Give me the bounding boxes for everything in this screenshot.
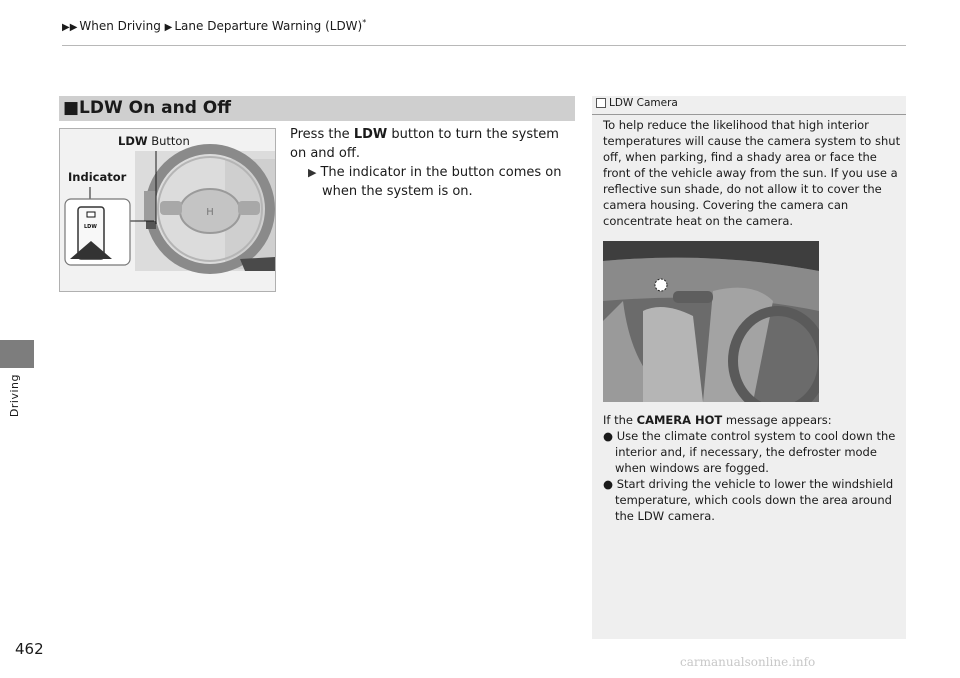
cabin-interior-drawing xyxy=(603,241,819,402)
breadcrumb-item-ldw[interactable]: Lane Departure Warning (LDW) xyxy=(174,19,363,33)
chapter-tab xyxy=(0,340,34,368)
note-title: LDW Camera xyxy=(609,97,678,109)
dashboard-illustration xyxy=(59,128,276,292)
watermark: carmanualsonline.info xyxy=(680,655,816,669)
camera-hot-instructions xyxy=(603,412,901,524)
breadcrumb-item-when-driving[interactable]: When Driving xyxy=(79,19,161,33)
note-divider xyxy=(592,114,906,115)
indicator-label: Indicator xyxy=(68,170,127,184)
triangle-icon: ▶ xyxy=(164,22,173,33)
svg-text:H: H xyxy=(206,207,214,218)
section-title: ■LDW On and Off xyxy=(63,98,232,118)
bullet-item: ● Use the climate control system to cool down the interior and, if necessary, the defroster mode when windows are fogged. xyxy=(603,429,896,475)
note-paragraph: To help reduce the likelihood that high interior temperatures will cause the camera system to shut off, when parking, find a shady area or face the front of the vehicle away from the sun. If you use a reflective sun shade, do not allow it to cover the camera housing. Covering the camera can concentrate heat on the camera. xyxy=(603,118,901,228)
note-header xyxy=(592,96,910,109)
camera-hot-intro: If the CAMERA HOT message appears: xyxy=(603,413,832,427)
switch-label: LDW xyxy=(84,224,97,230)
section-heading xyxy=(59,96,575,121)
breadcrumb xyxy=(62,18,366,33)
link-box-icon xyxy=(596,98,606,108)
chapter-label: Driving xyxy=(8,374,21,418)
ldw-button-label: LDW Button xyxy=(118,134,190,148)
optional-mark: * xyxy=(362,18,367,27)
steering-wheel-drawing xyxy=(60,129,275,291)
instruction-paragraph: Press the LDW button to turn the system on and off. xyxy=(290,127,559,161)
header-divider xyxy=(62,45,906,46)
bullet-item: ● Start driving the vehicle to lower the windshield temperature, which cools down the area around the LDW camera. xyxy=(603,477,894,523)
section-body xyxy=(290,125,575,201)
indicator-note: ▶ The indicator in the button comes on when the system is on. xyxy=(308,165,562,199)
page-number: 462 xyxy=(15,640,44,658)
camera-location-photo xyxy=(603,241,819,402)
arrow-icon: ▶ xyxy=(308,166,317,179)
triangle-icon: ▶▶ xyxy=(62,22,78,33)
